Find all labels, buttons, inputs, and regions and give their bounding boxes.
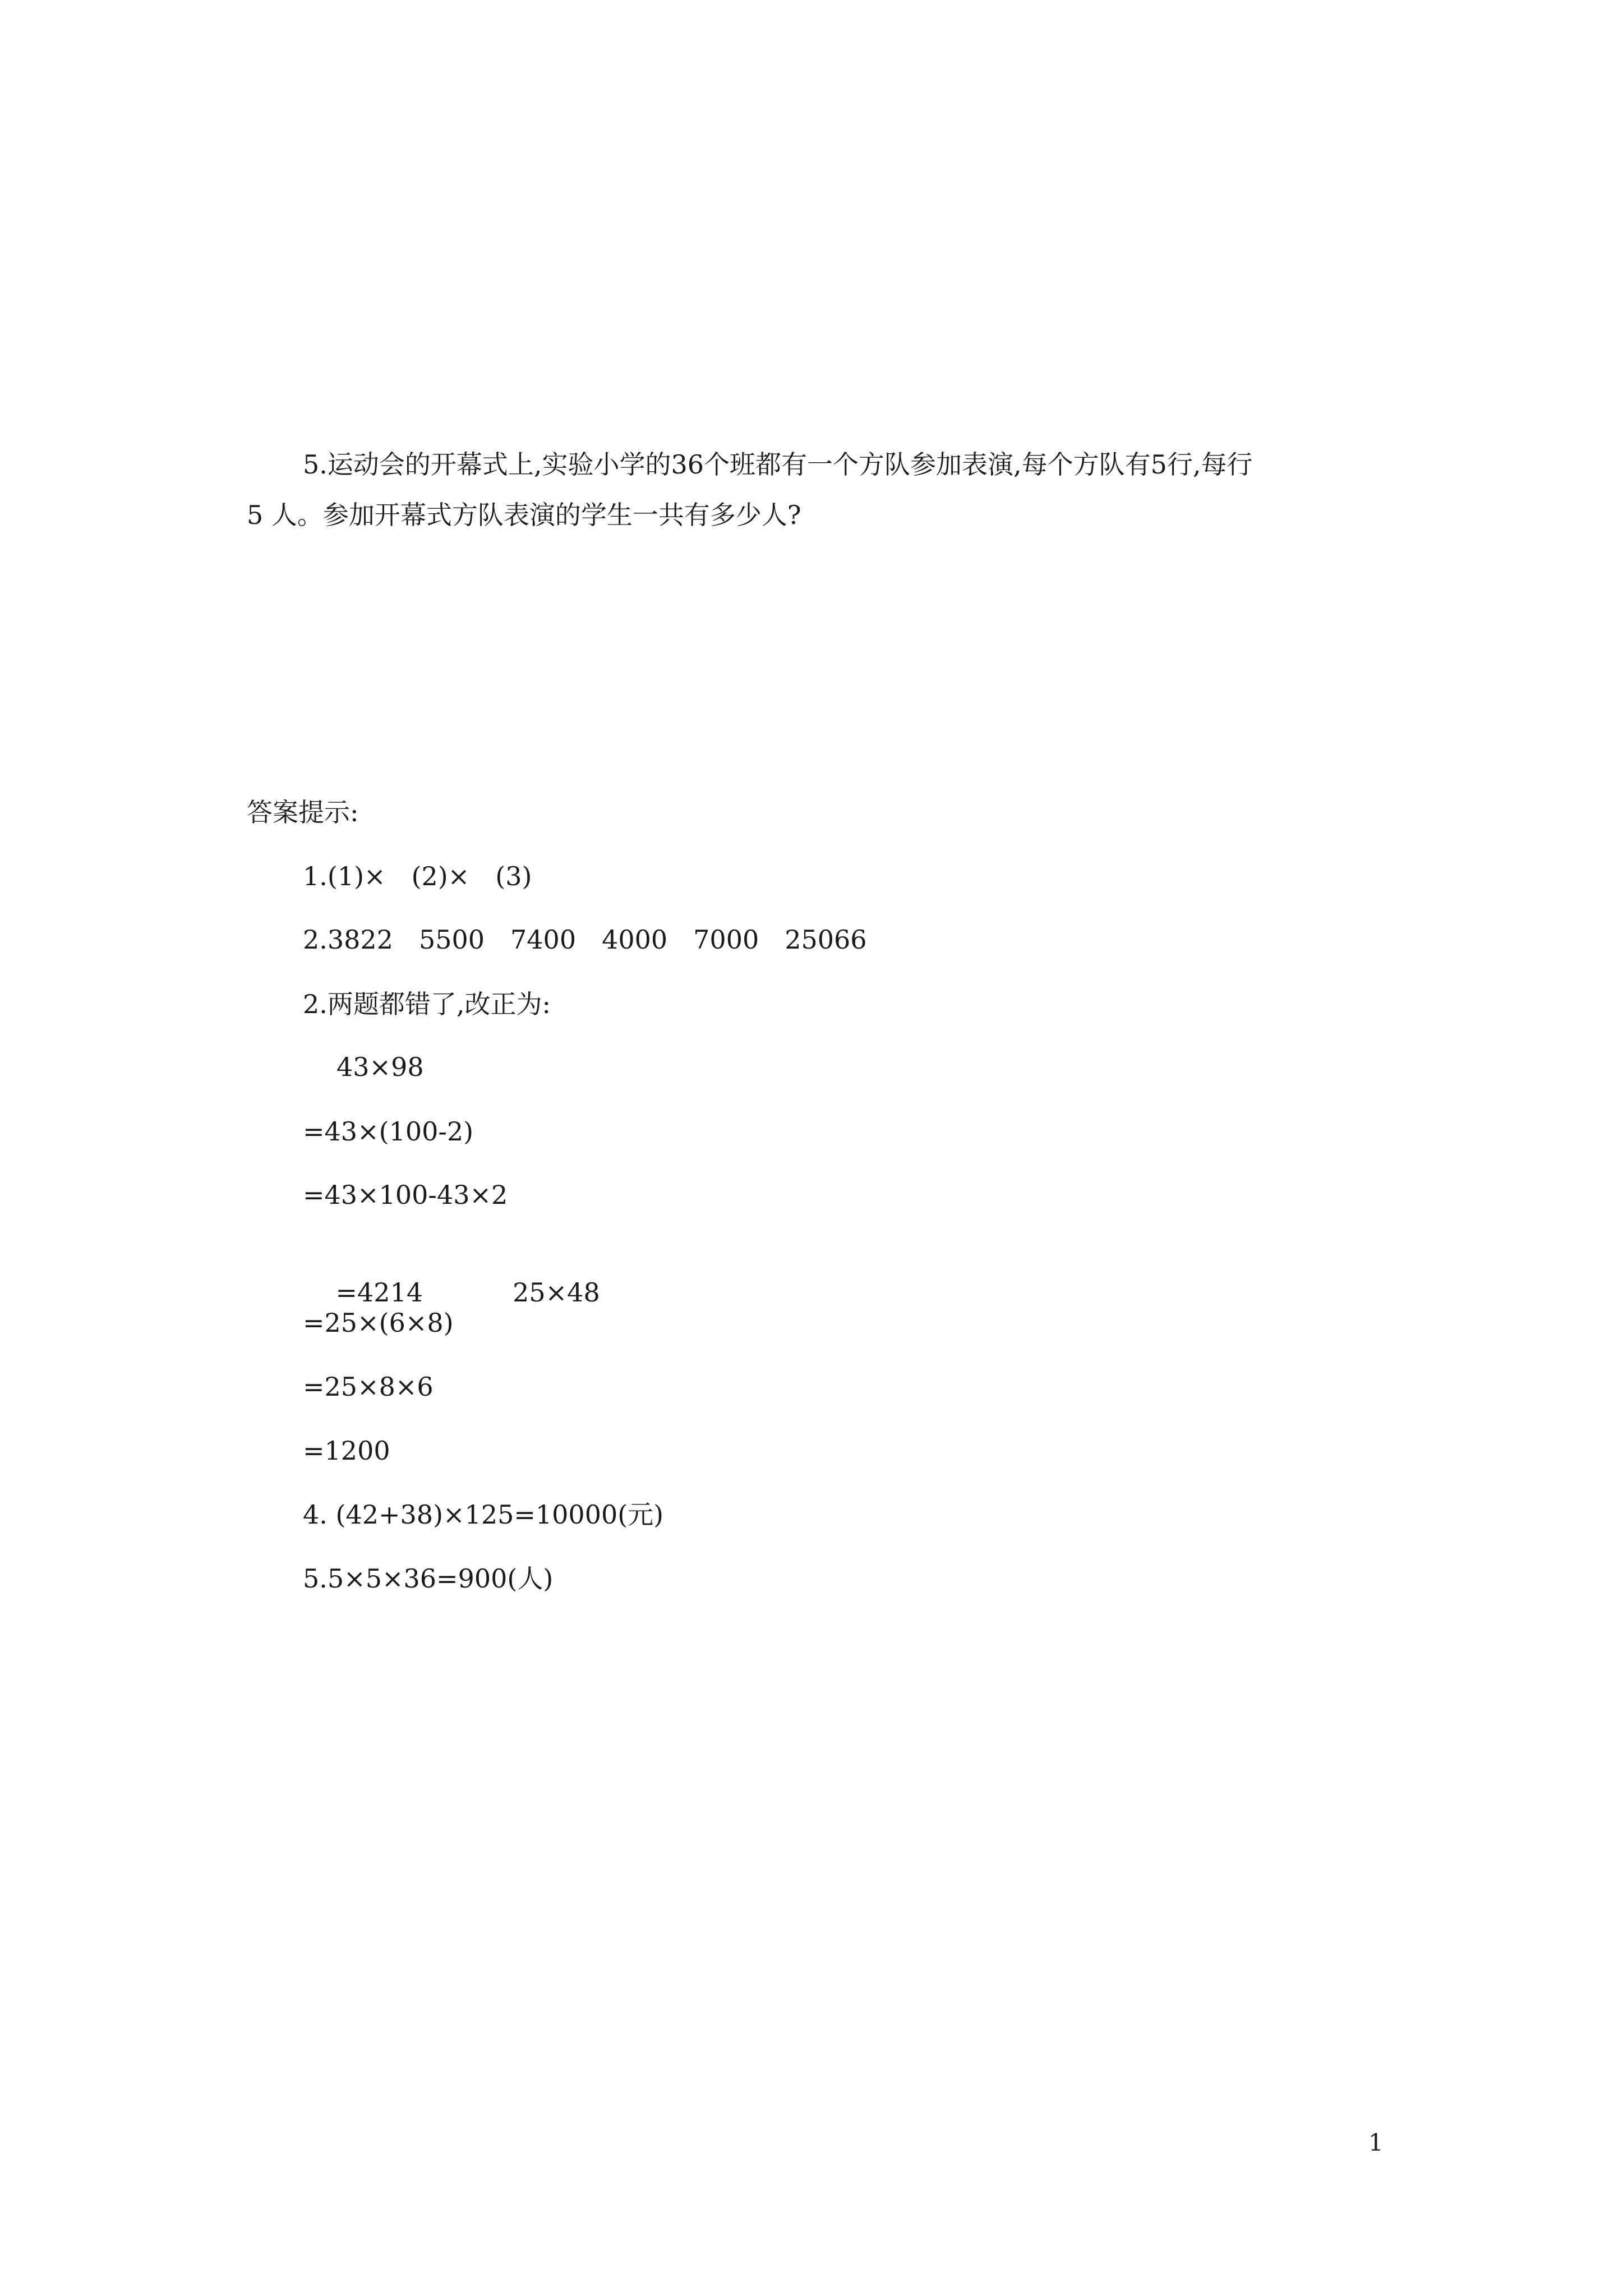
question-5-line-1: 5.运动会的开幕式上,实验小学的36个班都有一个方队参加表演,每个方队有5行,每行	[303, 449, 1253, 480]
answer-line-7-result: =4214	[335, 1277, 423, 1308]
answer-line-1: 1.(1)× (2)× (3)	[303, 861, 532, 891]
answer-line-11: 4. (42+38)×125=10000(元)	[303, 1499, 664, 1530]
answer-line-7-second-problem: 25×48	[513, 1277, 600, 1308]
answer-line-5: =43×(100-2)	[303, 1116, 474, 1147]
answer-line-10: =1200	[303, 1435, 390, 1466]
page-number: 1	[1368, 2129, 1384, 2156]
answer-line-3: 2.两题都错了,改正为:	[303, 989, 551, 1019]
answer-line-4: 43×98	[336, 1052, 424, 1082]
answer-line-9: =25×8×6	[303, 1372, 434, 1402]
answer-heading: 答案提示:	[247, 797, 359, 827]
answer-line-8: =25×(6×8)	[303, 1308, 454, 1338]
answer-line-2: 2.3822 5500 7400 4000 7000 25066	[303, 924, 867, 955]
answer-line-12: 5.5×5×36=900(人)	[303, 1563, 554, 1594]
question-5-line-2: 5 人。参加开幕式方队表演的学生一共有多少人?	[247, 500, 801, 530]
answer-line-6: =43×100-43×2	[303, 1180, 508, 1210]
